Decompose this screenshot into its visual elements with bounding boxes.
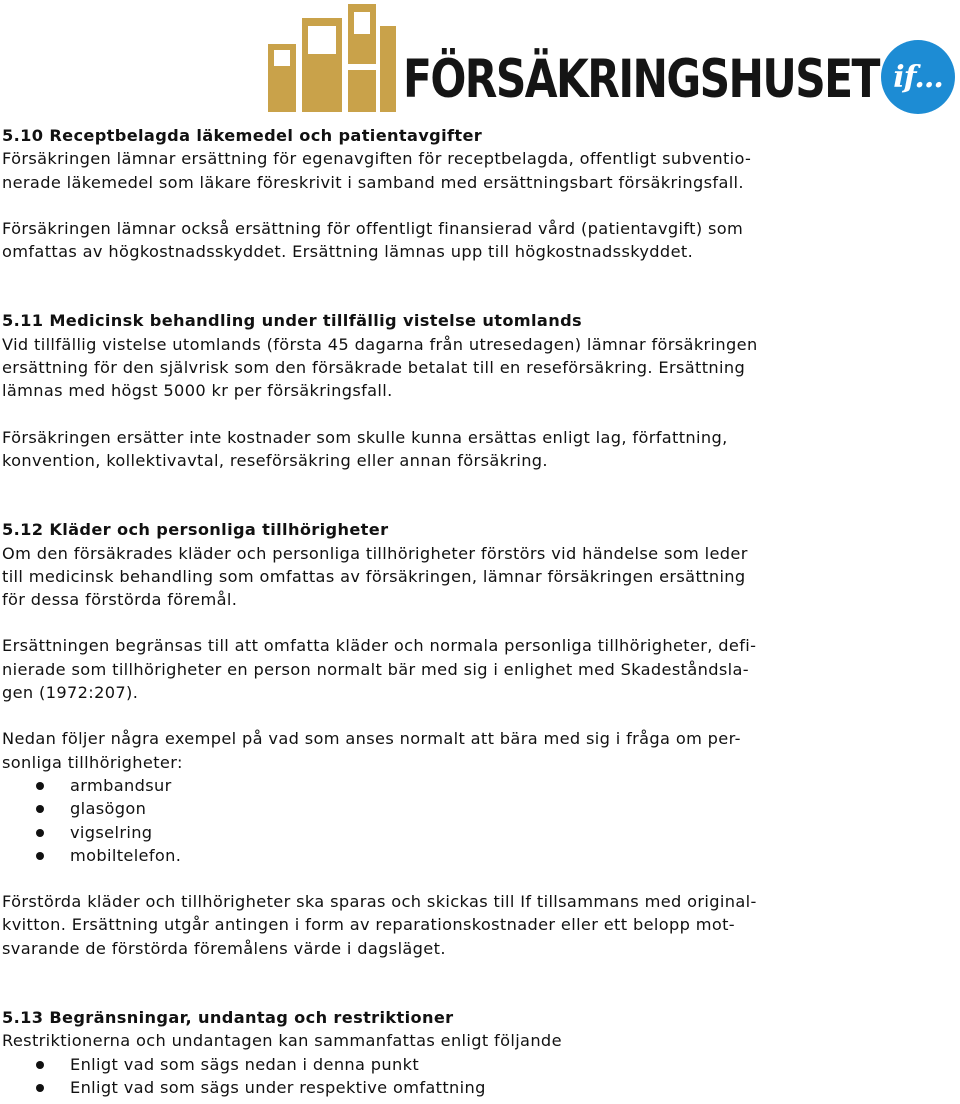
examples-list bbox=[2, 774, 880, 867]
paragraph bbox=[2, 333, 880, 403]
text-line: omfattas av högkostnadsskyddet. Ersättning lämnas upp till högkostnadsskyddet. bbox=[2, 242, 694, 262]
text-line: Förstörda kläder och tillhörigheter ska sparas och skickas till If tillsammans med original- bbox=[2, 892, 757, 912]
text-line: Nedan följer några exempel på vad som anses normalt att bära med sig i fråga om per- bbox=[2, 729, 741, 749]
text-line: Ersättningen begränsas till att omfatta kläder och normala personliga tillhörigheter, defi- bbox=[2, 636, 757, 656]
list-item: Enligt vad som sägs under respektive omfattning bbox=[2, 1076, 880, 1099]
list-item: mobiltelefon. bbox=[2, 844, 880, 867]
document-body bbox=[2, 124, 880, 1099]
page-header bbox=[0, 0, 960, 120]
text-line: konvention, kollektivavtal, reseförsäkring eller annan försäkring. bbox=[2, 450, 548, 470]
if-logo: if... bbox=[881, 40, 955, 114]
paragraph bbox=[2, 727, 880, 774]
text-line: svarande de förstörda föremålens värde i dagsläget. bbox=[2, 938, 446, 958]
section-5-12-title: 5.12 Kläder och personliga tillhörigheter bbox=[2, 520, 389, 540]
text-line: Restriktionerna och undantagen kan sammanfattas enligt följande bbox=[2, 1031, 562, 1051]
text-line: Försäkringen lämnar ersättning för egenavgiften för receptbelagda, offentligt subventio- bbox=[2, 149, 752, 169]
list-item: glasögon bbox=[2, 797, 880, 820]
list-item: vigselring bbox=[2, 821, 880, 844]
paragraph bbox=[2, 217, 880, 264]
section-5-11-title: 5.11 Medicinsk behandling under tillfällig vistelse utomlands bbox=[2, 311, 582, 331]
text-line: nierade som tillhörigheter en person normalt bär med sig i enlighet med Skadeståndsla- bbox=[2, 659, 749, 679]
text-line: nerade läkemedel som läkare föreskrivit i samband med ersättningsbart försäkringsfall. bbox=[2, 172, 744, 192]
paragraph bbox=[2, 890, 880, 960]
forsakringshuset-logo-mark bbox=[268, 4, 398, 112]
paragraph bbox=[2, 426, 880, 473]
list-item: armbandsur bbox=[2, 774, 880, 797]
list-item: Enligt vad som sägs nedan i denna punkt bbox=[2, 1053, 880, 1076]
text-line: Försäkringen lämnar också ersättning för offentligt finansierad vård (patientavgift) som bbox=[2, 218, 744, 238]
text-line: gen (1972:207). bbox=[2, 683, 139, 703]
text-line: ersättning för den självrisk som den försäkrade betalat till en reseförsäkring. Ersättning bbox=[2, 358, 746, 378]
brand-name: FÖRSÄKRINGSHUSET bbox=[403, 49, 879, 110]
text-line: Försäkringen ersätter inte kostnader som skulle kunna ersättas enligt lag, författning, bbox=[2, 427, 728, 447]
restrictions-list bbox=[2, 1053, 880, 1100]
text-line: Om den försäkrades kläder och personliga tillhörigheter förstörs vid händelse som leder bbox=[2, 543, 748, 563]
text-line: Vid tillfällig vistelse utomlands (första 45 dagarna från utresedagen) lämnar försäkringen bbox=[2, 334, 758, 354]
text-line: för dessa förstörda föremål. bbox=[2, 590, 238, 610]
text-line: till medicinsk behandling som omfattas av försäkringen, lämnar försäkringen ersättning bbox=[2, 566, 746, 586]
text-line: sonliga tillhörigheter: bbox=[2, 752, 183, 772]
paragraph bbox=[2, 1029, 880, 1052]
paragraph bbox=[2, 147, 880, 194]
text-line: lämnas med högst 5000 kr per försäkringsfall. bbox=[2, 381, 393, 401]
paragraph bbox=[2, 542, 880, 612]
section-5-13-title: 5.13 Begränsningar, undantag och restriktioner bbox=[2, 1008, 454, 1028]
text-line: kvitton. Ersättning utgår antingen i form av reparationskostnader eller ett belopp mot- bbox=[2, 915, 735, 935]
section-5-10-title: 5.10 Receptbelagda läkemedel och patientavgifter bbox=[2, 126, 483, 145]
paragraph bbox=[2, 634, 880, 704]
